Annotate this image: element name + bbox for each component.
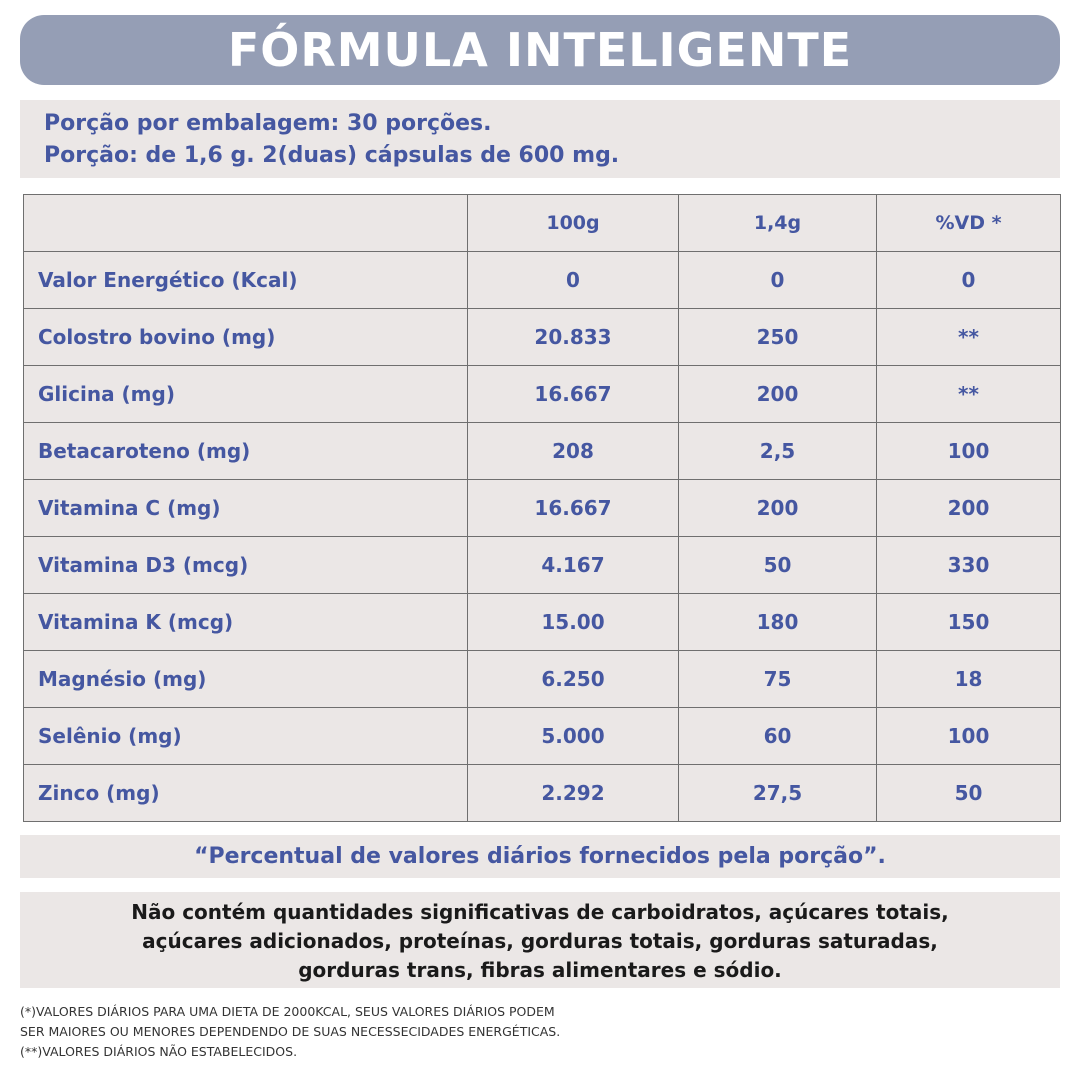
table-row <box>24 708 1061 765</box>
nutrient-name: Vitamina C (mg) <box>24 480 468 537</box>
nutrient-value: 250 <box>679 309 877 366</box>
table-row <box>24 651 1061 708</box>
portion-per-package: Porção por embalagem: 30 porções. <box>44 111 492 136</box>
nutrient-value: 2.292 <box>468 765 679 822</box>
nutrient-name: Vitamina D3 (mcg) <box>24 537 468 594</box>
nutrient-value: 18 <box>877 651 1061 708</box>
portion-size: Porção: de 1,6 g. 2(duas) cápsulas de 600 mg. <box>44 143 620 168</box>
nutrient-value: 208 <box>468 423 679 480</box>
table-row <box>24 537 1061 594</box>
nutrient-name: Betacaroteno (mg) <box>24 423 468 480</box>
column-header: 100g <box>468 195 679 252</box>
nutrient-value: 180 <box>679 594 877 651</box>
nutrient-value: ** <box>877 366 1061 423</box>
nutrient-value: 50 <box>679 537 877 594</box>
nutrient-name: Colostro bovino (mg) <box>24 309 468 366</box>
not-contains-line: gorduras trans, fibras alimentares e sódio. <box>298 958 782 982</box>
table-row <box>24 309 1061 366</box>
nutrient-value: 27,5 <box>679 765 877 822</box>
not-contains-line: Não contém quantidades significativas de carboidratos, açúcares totais, <box>131 900 949 924</box>
footnote-not-established: (**)VALORES DIÁRIOS NÃO ESTABELECIDOS. <box>20 1044 298 1059</box>
daily-value-note: “Percentual de valores diários fornecidos pela porção”. <box>20 835 1060 878</box>
footnote-daily-values-cont: SER MAIORES OU MENORES DEPENDENDO DE SUAS NECESSECIDADES ENERGÉTICAS. <box>20 1024 561 1039</box>
nutrient-name: Valor Energético (Kcal) <box>24 252 468 309</box>
nutrient-value: 20.833 <box>468 309 679 366</box>
nutrient-name: Vitamina K (mcg) <box>24 594 468 651</box>
nutrient-value: 0 <box>679 252 877 309</box>
nutrient-value: 2,5 <box>679 423 877 480</box>
nutrient-value: 200 <box>679 480 877 537</box>
nutrient-name: Magnésio (mg) <box>24 651 468 708</box>
nutrient-value: 5.000 <box>468 708 679 765</box>
nutrient-value: 16.667 <box>468 480 679 537</box>
portion-info <box>20 100 1060 178</box>
column-header: 1,4g <box>679 195 877 252</box>
not-contains-line: açúcares adicionados, proteínas, gorduras totais, gorduras saturadas, <box>142 929 938 953</box>
nutrient-value: 200 <box>679 366 877 423</box>
nutrient-value: 16.667 <box>468 366 679 423</box>
column-header: %VD * <box>877 195 1061 252</box>
nutrient-value: 75 <box>679 651 877 708</box>
not-contains-statement <box>20 892 1060 988</box>
nutrient-value: 100 <box>877 423 1061 480</box>
nutrition-table <box>23 194 1061 822</box>
table-row <box>24 252 1061 309</box>
nutrient-value: 60 <box>679 708 877 765</box>
nutrient-name: Selênio (mg) <box>24 708 468 765</box>
table-row <box>24 366 1061 423</box>
nutrient-value: ** <box>877 309 1061 366</box>
nutrient-value: 4.167 <box>468 537 679 594</box>
nutrient-value: 15.00 <box>468 594 679 651</box>
nutrient-value: 200 <box>877 480 1061 537</box>
nutrient-value: 0 <box>877 252 1061 309</box>
nutrient-value: 100 <box>877 708 1061 765</box>
nutrient-value: 330 <box>877 537 1061 594</box>
page-title: FÓRMULA INTELIGENTE <box>227 23 853 77</box>
nutrient-name: Zinco (mg) <box>24 765 468 822</box>
column-header <box>24 195 468 252</box>
title-banner <box>20 15 1060 85</box>
footnotes <box>20 1002 1060 1062</box>
table-row <box>24 423 1061 480</box>
nutrient-value: 6.250 <box>468 651 679 708</box>
nutrient-name: Glicina (mg) <box>24 366 468 423</box>
nutrient-value: 50 <box>877 765 1061 822</box>
table-row <box>24 765 1061 822</box>
table-row <box>24 594 1061 651</box>
nutrient-value: 0 <box>468 252 679 309</box>
footnote-daily-values: (*)VALORES DIÁRIOS PARA UMA DIETA DE 2000KCAL, SEUS VALORES DIÁRIOS PODEM <box>20 1004 555 1019</box>
table-row <box>24 480 1061 537</box>
table-header-row <box>24 195 1061 252</box>
nutrient-value: 150 <box>877 594 1061 651</box>
